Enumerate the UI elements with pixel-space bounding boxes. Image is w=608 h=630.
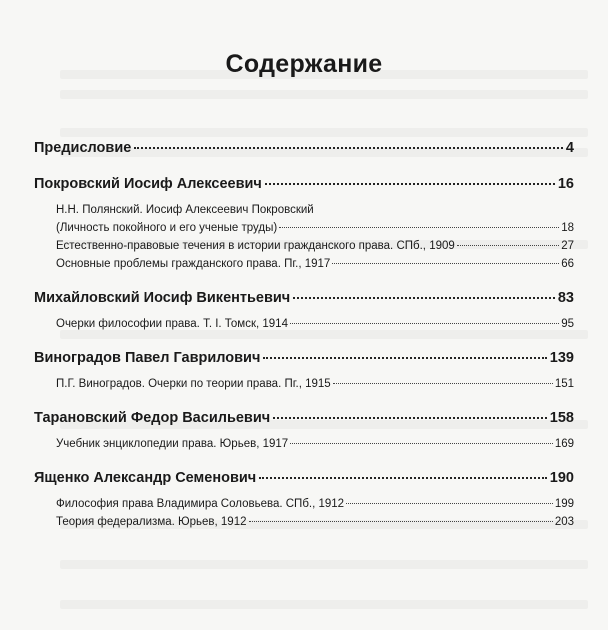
toc-page-number: 158	[549, 410, 574, 426]
dot-leader	[457, 244, 559, 246]
dot-leader	[279, 226, 559, 228]
toc-page-number: 199	[554, 498, 574, 510]
toc-section	[34, 470, 574, 534]
toc-page-number: 169	[554, 438, 574, 450]
table-of-contents	[34, 140, 574, 534]
dot-leader	[265, 181, 555, 185]
toc-page-number: 151	[554, 378, 574, 390]
toc-author-label: Виноградов Павел Гаврилович	[34, 350, 261, 366]
dot-leader	[263, 355, 546, 359]
dot-leader	[290, 442, 553, 444]
dot-leader	[346, 502, 553, 504]
toc-page-number: 27	[561, 240, 574, 252]
toc-author-label: Ященко Александр Семенович	[34, 470, 257, 486]
toc-author-label: Михайловский Иосиф Викентьевич	[34, 290, 291, 306]
toc-author-entry[interactable]	[34, 350, 574, 372]
toc-author-label: Тарановский Федор Васильевич	[34, 410, 271, 426]
toc-page-number: 95	[561, 318, 574, 330]
toc-work-label: П.Г. Виноградов. Очерки по теории права. Пг., 1915	[56, 378, 331, 390]
dot-leader	[134, 145, 563, 149]
dot-leader	[249, 520, 553, 522]
toc-author-entry[interactable]	[34, 410, 574, 432]
dot-leader	[290, 322, 559, 324]
toc-page-number: 66	[561, 258, 574, 270]
toc-section	[34, 290, 574, 336]
toc-work-entry[interactable]	[34, 318, 574, 336]
toc-entry-preface[interactable]	[34, 140, 574, 162]
toc-page-number: 139	[549, 350, 574, 366]
toc-work-label: Философия права Владимира Соловьева. СПб., 1912	[56, 498, 345, 510]
toc-work-entry[interactable]	[34, 498, 574, 516]
toc-author-entry[interactable]	[34, 290, 574, 312]
page-title: Содержание	[225, 50, 383, 78]
toc-work-entry[interactable]	[34, 516, 574, 534]
dot-leader	[293, 295, 555, 299]
toc-page-number: 18	[561, 222, 574, 234]
toc-section	[34, 410, 574, 456]
toc-page-number: 16	[557, 176, 574, 192]
toc-work-entry[interactable]	[34, 258, 574, 276]
dot-leader	[333, 382, 553, 384]
toc-work-label: Н.Н. Полянский. Иосиф Алексеевич Покровский	[56, 204, 314, 216]
toc-work-label: (Личность покойного и его ученые труды)	[56, 222, 278, 234]
toc-work-label: Теория федерализма. Юрьев, 1912	[56, 516, 247, 528]
toc-page-number: 190	[549, 470, 574, 486]
toc-section	[34, 350, 574, 396]
toc-work-entry[interactable]	[34, 222, 574, 240]
toc-work-entry[interactable]	[34, 438, 574, 456]
toc-entry-label: Предисловие	[34, 140, 132, 156]
toc-work-label: Основные проблемы гражданского права. Пг., 1917	[56, 258, 331, 270]
dot-leader	[259, 475, 547, 479]
toc-work-label: Естественно-правовые течения в истории гражданского права. СПб., 1909	[56, 240, 455, 252]
dot-leader	[273, 415, 547, 419]
toc-page-number: 203	[554, 516, 574, 528]
toc-work-entry[interactable]	[34, 204, 574, 222]
toc-page-number: 4	[565, 140, 574, 156]
toc-section	[34, 176, 574, 276]
toc-author-entry[interactable]	[34, 470, 574, 492]
toc-work-entry[interactable]	[34, 240, 574, 258]
toc-work-label: Учебник энциклопедии права. Юрьев, 1917	[56, 438, 289, 450]
dot-leader	[332, 262, 559, 264]
toc-work-entry[interactable]	[34, 378, 574, 396]
toc-work-label: Очерки философии права. Т. I. Томск, 1914	[56, 318, 288, 330]
toc-author-entry[interactable]	[34, 176, 574, 198]
toc-page-number: 83	[557, 290, 574, 306]
toc-author-label: Покровский Иосиф Алексеевич	[34, 176, 262, 192]
